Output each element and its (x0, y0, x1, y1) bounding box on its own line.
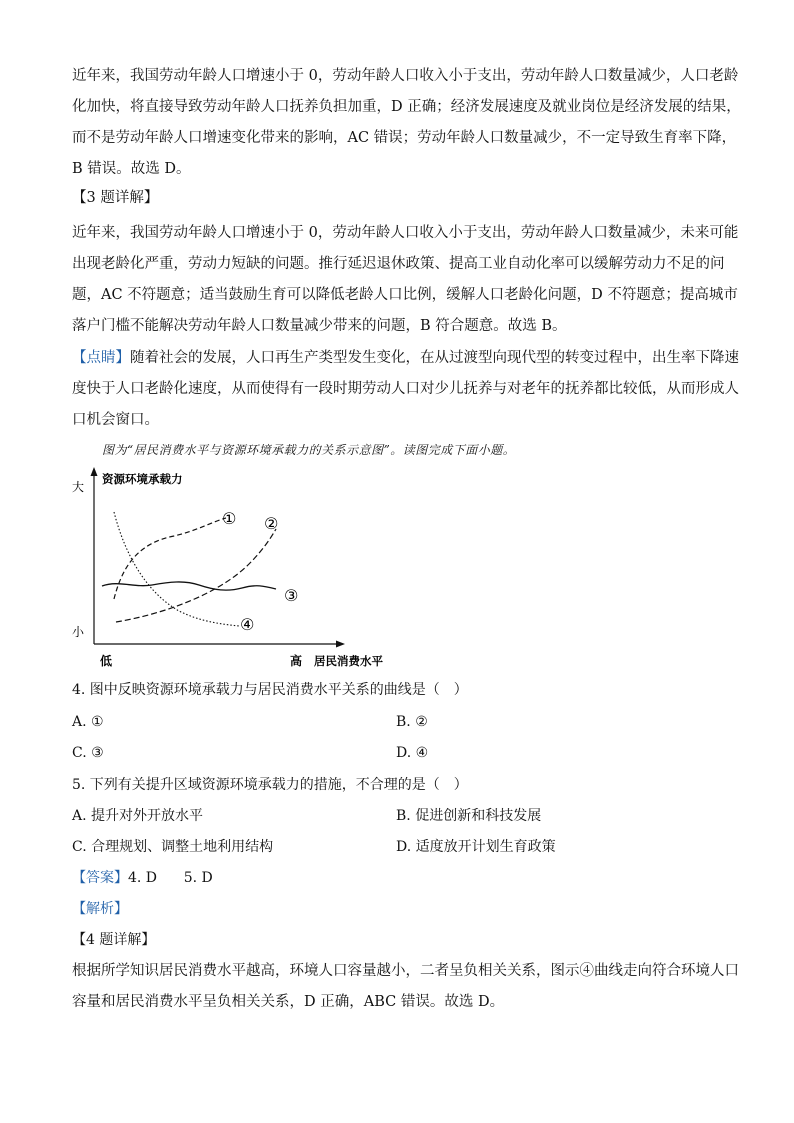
relationship-diagram (64, 464, 383, 676)
text-line: 度快于人口老龄化速度，从而使得有一段时期劳动人口对少儿抚养与对老年的抚养都比较低，从而形成人 (72, 381, 739, 397)
text-line: 而不是劳动年龄人口增速变化带来的影响，AC 错误；劳动年龄人口数量减少，不一定导致生育率下降， (72, 130, 737, 146)
q5-option-a: A. 提升对外开放水平 (72, 808, 204, 824)
q5-option-b: B. 促进创新和科技发展 (396, 808, 542, 824)
q4-option-b: B. ② (396, 714, 428, 730)
q5-stem: 5. 下列有关提升区域资源环境承载力的措施，不合理的是（ ） (72, 777, 468, 793)
text-line: 题，AC 不符题意；适当鼓励生育可以降低老龄人口比例，缓解人口老龄化问题，D 不符题意；提高城市 (72, 287, 738, 303)
text-line: 容量和居民消费水平呈负相关关系，D 正确，ABC 错误。故选 D。 (72, 994, 505, 1010)
text-line: 近年来，我国劳动年龄人口增速小于 0，劳动年龄人口收入小于支出，劳动年龄人口数量减少，人口老龄 (72, 68, 739, 84)
q5-option-d: D. 适度放开计划生育政策 (396, 839, 556, 855)
paragraph-q3-explanation (72, 218, 739, 342)
curve-3 (102, 582, 276, 590)
dianjing-label: 【点睛】 (72, 350, 130, 366)
answer-label: 【答案】 (72, 870, 128, 886)
y-axis-title: 资源环境承载力 (102, 472, 183, 486)
figure-intro: 图为“居民消费水平与资源环境承载力的关系示意图”。读图完成下面小题。 (102, 443, 516, 457)
y-axis-arrow (91, 467, 98, 476)
q5-option-c: C. 合理规划、调整土地利用结构 (72, 839, 274, 855)
paragraph-q2-explanation (72, 61, 741, 185)
curve-4 (114, 512, 239, 626)
q4-option-a: A. ① (72, 714, 104, 730)
q4-option-d: D. ④ (396, 745, 429, 761)
curve-3-label: ③ (284, 586, 299, 605)
curve-2 (116, 529, 276, 622)
text-line: 落户门槛不能解决劳动年龄人口数量减少带来的问题，B 符合题意。故选 B。 (72, 318, 567, 334)
x-left-label: 低 (100, 654, 113, 668)
q4-option-c: C. ③ (72, 745, 104, 761)
text-line (72, 343, 739, 374)
paragraph-q4-explanation (72, 956, 739, 1018)
paragraph-dianjing (72, 343, 739, 436)
text-line: 根据所学知识居民消费水平越高，环境人口容量越小，二者呈负相关关系，图示④曲线走向符合环境人口 (72, 963, 739, 979)
text-line: 近年来，我国劳动年龄人口增速小于 0，劳动年龄人口收入小于支出，劳动年龄人口数量减少，未来可能 (72, 225, 739, 241)
x-right-label: 高 (290, 654, 303, 668)
q4-stem: 4. 图中反映资源环境承载力与居民消费水平关系的曲线是（ ） (72, 682, 468, 698)
q4-heading: 【4 题详解】 (72, 932, 156, 948)
analysis-heading: 【解析】 (72, 901, 128, 917)
text-line: B 错误。故选 D。 (72, 161, 191, 177)
curve-2-label: ② (264, 514, 279, 533)
q3-heading: 【3 题详解】 (72, 190, 159, 206)
x-axis-title: 居民消费水平 (314, 654, 383, 668)
answer-line (72, 867, 213, 889)
text-line: 化加快，将直接导致劳动年龄人口抚养负担加重，D 正确；经济发展速度及就业岗位是经济发展的结果， (72, 99, 741, 115)
curve-1-label: ① (222, 509, 237, 528)
y-bottom-label: 小 (72, 625, 85, 639)
answer-value: 4. D 5. D (128, 870, 213, 886)
curve-4-label: ④ (240, 615, 255, 634)
x-axis-arrow (336, 641, 345, 648)
text-line: 口机会窗口。 (72, 412, 159, 428)
y-top-label: 大 (72, 480, 85, 494)
dianjing-text: 随着社会的发展，人口再生产类型发生变化，在从过渡型向现代型的转变过程中，出生率下降速 (130, 350, 739, 366)
text-line: 出现老龄化严重，劳动力短缺的问题。推行延迟退休政策、提高工业自动化率可以缓解劳动力不足的问 (72, 256, 725, 272)
